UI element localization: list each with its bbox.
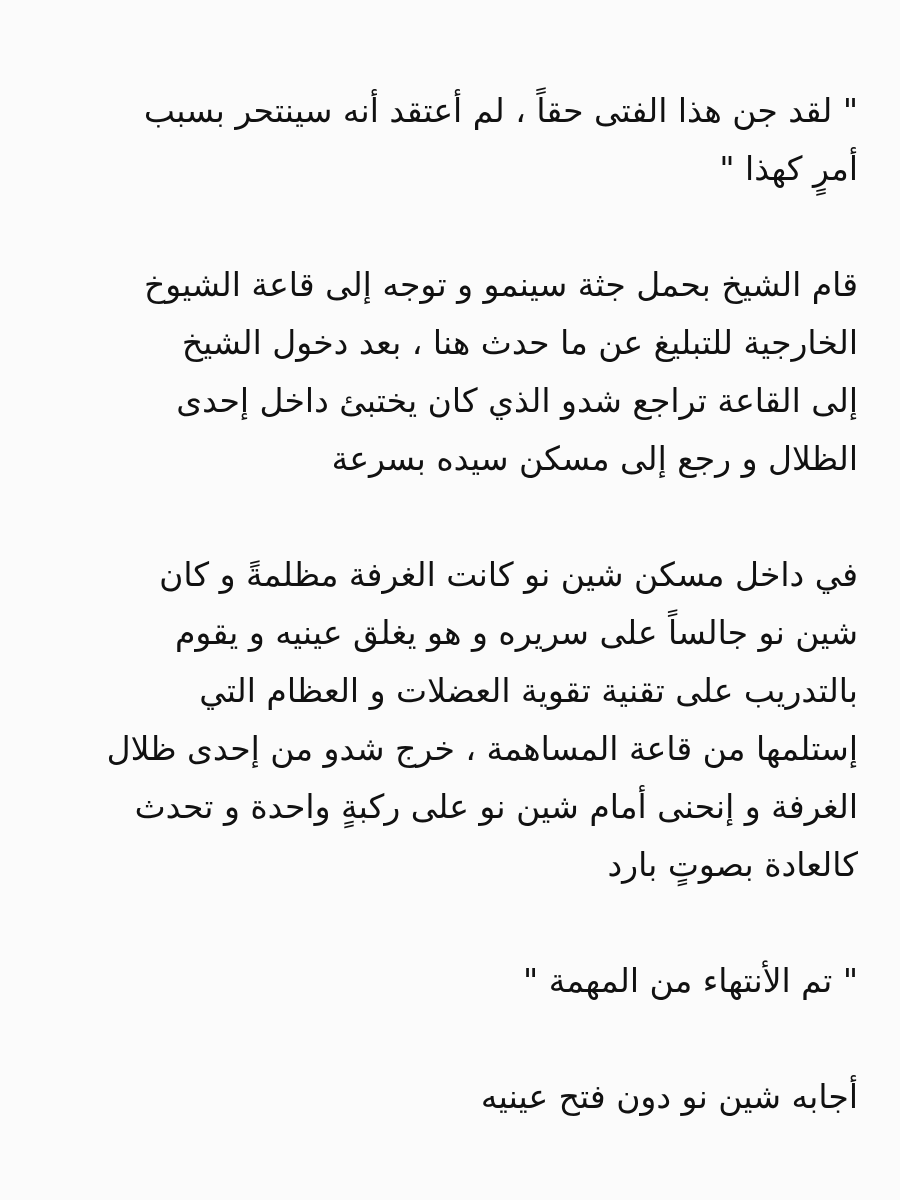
text-line: إستلمها من قاعة المساهمة ، خرج شدو من إحدى ظلال [106,729,858,768]
paragraph-dialogue-2 [48,952,858,1010]
text-line: شين نو جالساً على سريره و هو يغلق عينيه و يقوم [174,613,858,652]
paragraph-dialogue-1 [48,82,858,198]
text-line: في داخل مسكن شين نو كانت الغرفة مظلمةً و كان [159,555,858,594]
text-line: " لقد جن هذا الفتى حقاً ، لم أعتقد أنه سينتحر بسبب [143,91,858,130]
text-line: كالعادة بصوتٍ بارد [607,845,858,884]
text-line: أجابه شين نو دون فتح عينيه [480,1077,858,1116]
text-line: الغرفة و إنحنى أمام شين نو على ركبةٍ واحدة و تحدث [134,787,858,826]
text-line: الخارجية للتبليغ عن ما حدث هنا ، بعد دخول الشيخ [181,323,858,362]
text-line: إلى القاعة تراجع شدو الذي كان يختبئ داخل إحدى [176,381,858,420]
text-line: قام الشيخ بحمل جثة سينمو و توجه إلى قاعة الشيوخ [143,265,858,304]
paragraph-narration-3 [48,1068,858,1126]
text-line: " تم الأنتهاء من المهمة " [523,961,858,1000]
paragraph-narration-2 [48,546,858,894]
text-line: الظلال و رجع إلى مسكن سيده بسرعة [331,439,858,478]
text-line: بالتدريب على تقنية تقوية العضلات و العظام التي [199,671,858,710]
paragraph-narration-1 [48,256,858,488]
text-line: أمرٍ كهذا " [719,149,858,188]
